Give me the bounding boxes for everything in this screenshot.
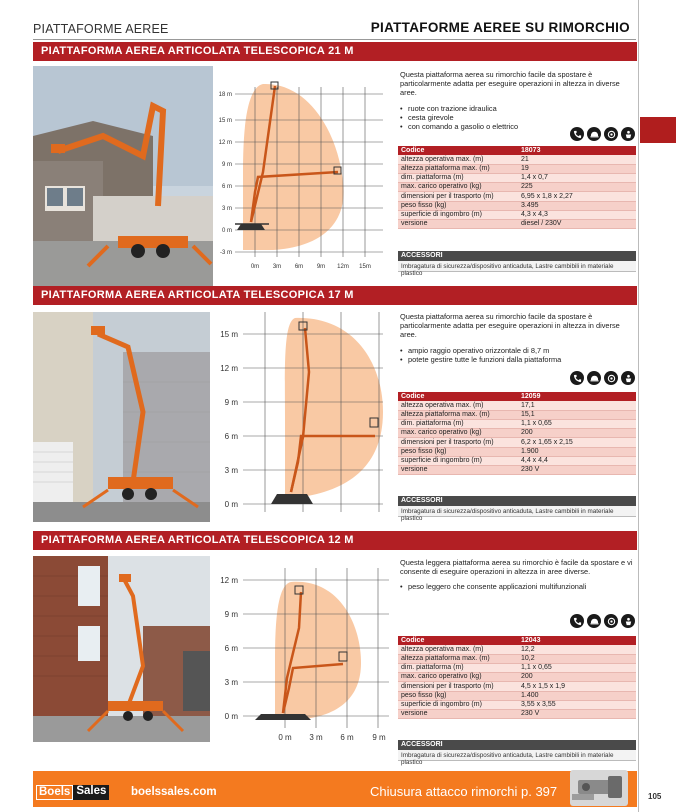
spec-value: 4,3 x 4,3 xyxy=(518,210,636,219)
spec-value: 10,2 xyxy=(518,654,636,663)
description-17m xyxy=(400,312,636,364)
x-tick: 6 m xyxy=(340,733,354,742)
description-12m xyxy=(400,558,636,592)
table-row xyxy=(398,164,636,173)
y-tick: 9 m xyxy=(224,398,238,407)
harness-icon xyxy=(621,371,635,385)
spec-key: altezza piattaforma max. (m) xyxy=(398,410,518,419)
reach-diagram-12m xyxy=(213,568,393,748)
spec-value: 17,1 xyxy=(518,401,636,410)
spec-key: Codice xyxy=(398,146,518,155)
spec-value: 12043 xyxy=(518,636,636,645)
feature-item: • ruote con trazione idraulica xyxy=(400,104,636,113)
spec-key: superficie di ingombro (m) xyxy=(398,700,518,709)
safety-icons-12m xyxy=(570,614,636,630)
spec-key: dim. piattaforma (m) xyxy=(398,664,518,673)
spec-value: 4,4 x 4,4 xyxy=(518,456,636,465)
accessori-heading: ACCESSORI xyxy=(398,740,636,750)
table-row xyxy=(398,438,636,447)
table-row xyxy=(398,456,636,465)
spec-table-21m xyxy=(398,146,636,229)
y-tick: 18 m xyxy=(218,92,232,98)
website-link[interactable]: boelssales.com xyxy=(131,786,217,798)
description-text: Questa piattaforma aerea su rimorchio facile da spostare è particolarmente adatta per eseguire operazioni in altezza in diverse aree. xyxy=(400,70,620,98)
table-row xyxy=(398,192,636,201)
feature-item: • ampio raggio operativo orizzontale di 8,7 m xyxy=(400,346,636,355)
table-row xyxy=(398,682,636,691)
product-photo-17m xyxy=(33,312,210,522)
accessori-heading: ACCESSORI xyxy=(398,251,636,261)
spec-key: max. carico operativo (kg) xyxy=(398,429,518,438)
spec-value: 1,4 x 0,7 xyxy=(518,174,636,183)
table-row xyxy=(398,155,636,164)
table-row xyxy=(398,710,636,719)
header-divider xyxy=(33,39,636,40)
spec-value: 19 xyxy=(518,164,636,173)
page-title: PIATTAFORME AEREE SU RIMORCHIO xyxy=(370,20,630,35)
y-tick: 3 m xyxy=(224,466,238,475)
reach-diagram-17m xyxy=(213,312,393,512)
spec-key: altezza piattaforma max. (m) xyxy=(398,654,518,663)
spec-key: versione xyxy=(398,466,518,475)
y-tick: 15 m xyxy=(220,330,238,339)
y-tick: -3 m xyxy=(220,250,232,256)
table-row xyxy=(398,392,636,401)
table-row xyxy=(398,664,636,673)
spec-key: dimensioni per il trasporto (m) xyxy=(398,682,518,691)
accessori-heading: ACCESSORI xyxy=(398,496,636,506)
spec-value: 3.495 xyxy=(518,201,636,210)
spec-value: 15,1 xyxy=(518,410,636,419)
table-row xyxy=(398,691,636,700)
table-row xyxy=(398,210,636,219)
logo-boels: Boels xyxy=(36,785,73,800)
y-tick: 0 m xyxy=(224,500,238,509)
spec-key: versione xyxy=(398,220,518,229)
table-row xyxy=(398,201,636,210)
spec-value: 3,55 x 3,55 xyxy=(518,700,636,709)
product-photo-21m xyxy=(33,66,213,286)
page-number: 105 xyxy=(648,792,662,801)
spec-key: superficie di ingombro (m) xyxy=(398,456,518,465)
phone-icon xyxy=(570,614,584,628)
y-tick: 0 m xyxy=(221,228,232,234)
gloves-icon xyxy=(604,371,618,385)
spec-value: 225 xyxy=(518,183,636,192)
spec-key: dimensioni per il trasporto (m) xyxy=(398,438,518,447)
table-row xyxy=(398,447,636,456)
table-row xyxy=(398,429,636,438)
x-tick: 15m xyxy=(359,264,371,270)
spec-value: 21 xyxy=(518,155,636,164)
helmet-icon xyxy=(587,371,601,385)
harness-icon xyxy=(621,127,635,141)
table-row xyxy=(398,183,636,192)
spec-key: max. carico operativo (kg) xyxy=(398,673,518,682)
spec-value: 6,2 x 1,65 x 2,15 xyxy=(518,438,636,447)
table-row xyxy=(398,146,636,155)
feature-item: • peso leggero che consente applicazioni multifunzionali xyxy=(400,582,636,591)
spec-value: 230 V xyxy=(518,710,636,719)
spec-value: 230 V xyxy=(518,466,636,475)
x-tick: 3m xyxy=(272,264,282,270)
y-tick: 9 m xyxy=(221,162,232,168)
phone-icon xyxy=(570,127,584,141)
y-tick: 15 m xyxy=(218,118,232,124)
helmet-icon xyxy=(587,127,601,141)
spec-value: 1,1 x 0,65 xyxy=(518,664,636,673)
trailer-hitch-lock-image xyxy=(568,766,630,808)
spec-value: 1,1 x 0,65 xyxy=(518,420,636,429)
spec-key: dim. piattaforma (m) xyxy=(398,420,518,429)
x-tick: 0m xyxy=(250,264,260,270)
section-title-17m: PIATTAFORMA AEREA ARTICOLATA TELESCOPICA 17 M xyxy=(33,286,637,305)
spec-table-12m xyxy=(398,636,636,719)
spec-value: 12059 xyxy=(518,392,636,401)
section-title-12m: PIATTAFORMA AEREA ARTICOLATA TELESCOPICA 12 M xyxy=(33,531,637,550)
table-row xyxy=(398,700,636,709)
safety-icons-21m xyxy=(570,127,636,143)
feature-item: • con comando a gasolio o elettrico xyxy=(400,122,636,131)
description-21m xyxy=(400,70,636,131)
accessori-text: Imbragatura di sicurezza/dispositivo anticaduta, Lastre cambibili in materiale plastico xyxy=(398,261,636,272)
y-tick: 6 m xyxy=(224,432,238,441)
section-tab-marker xyxy=(640,117,676,143)
feature-item: • potete gestire tutte le funzioni dalla piattaforma xyxy=(400,355,636,364)
spec-value: diesel / 230V xyxy=(518,220,636,229)
spec-key: superficie di ingombro (m) xyxy=(398,210,518,219)
table-row xyxy=(398,673,636,682)
x-tick: 9m xyxy=(316,264,326,270)
spec-value: 200 xyxy=(518,673,636,682)
spec-value: 4,5 x 1,5 x 1,9 xyxy=(518,682,636,691)
x-tick: 6m xyxy=(294,264,304,270)
y-tick: 0 m xyxy=(224,712,238,721)
spec-value: 18073 xyxy=(518,146,636,155)
page-section-label: PIATTAFORME AEREE xyxy=(33,22,169,36)
helmet-icon xyxy=(587,614,601,628)
y-tick: 9 m xyxy=(224,610,238,619)
spec-key: dim. piattaforma (m) xyxy=(398,174,518,183)
table-row xyxy=(398,401,636,410)
phone-icon xyxy=(570,371,584,385)
boels-sales-logo xyxy=(36,785,109,800)
section-title-21m: PIATTAFORMA AEREA ARTICOLATA TELESCOPICA 21 M xyxy=(33,42,637,61)
table-row xyxy=(398,420,636,429)
feature-item: • cesta girevole xyxy=(400,113,636,122)
table-row xyxy=(398,636,636,645)
spec-key: max. carico operativo (kg) xyxy=(398,183,518,192)
spec-key: peso fisso (kg) xyxy=(398,201,518,210)
gloves-icon xyxy=(604,127,618,141)
table-row xyxy=(398,645,636,654)
y-tick: 3 m xyxy=(224,678,238,687)
safety-icons-17m xyxy=(570,371,636,387)
harness-icon xyxy=(621,614,635,628)
table-row xyxy=(398,220,636,229)
y-tick: 3 m xyxy=(221,206,232,212)
description-text: Questa leggera piattaforma aerea su rimorchio è facile da spostare e vi consente di eseguire operazioni in altezza in aree diverse. xyxy=(400,558,633,577)
spec-key: altezza operativa max. (m) xyxy=(398,155,518,164)
product-photo-12m xyxy=(33,556,210,742)
logo-sales: Sales xyxy=(73,785,109,800)
x-tick: 12m xyxy=(337,264,349,270)
table-row xyxy=(398,174,636,183)
margin-line xyxy=(638,0,639,812)
x-tick: 0 m xyxy=(278,733,292,742)
cross-reference-link[interactable]: Chiusura attacco rimorchi p. 397 xyxy=(370,784,558,799)
reach-diagram-21m xyxy=(213,72,393,282)
description-text: Questa piattaforma aerea su rimorchio facile da spostare è particolarmente adatta per eseguire operazioni in altezza in diverse aree. xyxy=(400,312,620,340)
table-row xyxy=(398,466,636,475)
y-tick: 6 m xyxy=(221,184,232,190)
spec-key: Codice xyxy=(398,392,518,401)
table-row xyxy=(398,410,636,419)
table-row xyxy=(398,654,636,663)
y-tick: 12 m xyxy=(218,140,232,146)
spec-value: 200 xyxy=(518,429,636,438)
spec-table-17m xyxy=(398,392,636,475)
spec-key: Codice xyxy=(398,636,518,645)
y-tick: 6 m xyxy=(224,644,238,653)
spec-value: 1.900 xyxy=(518,447,636,456)
gloves-icon xyxy=(604,614,618,628)
x-tick: 9 m xyxy=(372,733,386,742)
spec-key: peso fisso (kg) xyxy=(398,691,518,700)
spec-key: versione xyxy=(398,710,518,719)
spec-key: dimensioni per il trasporto (m) xyxy=(398,192,518,201)
y-tick: 12 m xyxy=(220,364,238,373)
spec-key: peso fisso (kg) xyxy=(398,447,518,456)
spec-key: altezza piattaforma max. (m) xyxy=(398,164,518,173)
spec-key: altezza operativa max. (m) xyxy=(398,401,518,410)
spec-value: 12,2 xyxy=(518,645,636,654)
spec-value: 6,95 x 1,8 x 2,27 xyxy=(518,192,636,201)
spec-value: 1.400 xyxy=(518,691,636,700)
accessori-text: Imbragatura di sicurezza/dispositivo anticaduta, Lastre cambibili in materiale plastico xyxy=(398,750,636,761)
spec-key: altezza operativa max. (m) xyxy=(398,645,518,654)
y-tick: 12 m xyxy=(220,576,238,585)
x-tick: 3 m xyxy=(309,733,323,742)
accessori-text: Imbragatura di sicurezza/dispositivo anticaduta, Lastre cambibili in materiale plastico xyxy=(398,506,636,517)
